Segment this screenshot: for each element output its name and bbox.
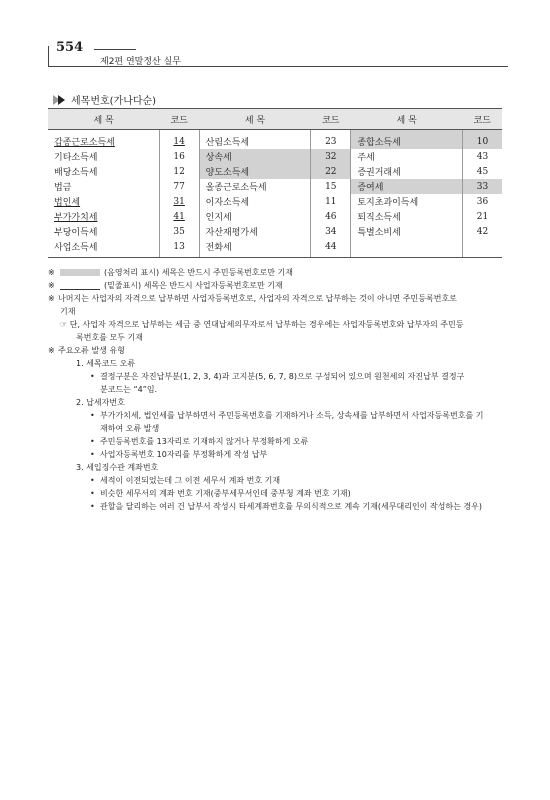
note-pointer-cont: 록번호를 모두 기재 (76, 333, 143, 342)
page-header (48, 40, 508, 68)
tax-code-table (48, 108, 502, 258)
tax-code-cell: 23 (311, 130, 351, 150)
list-item: • 부가가치세, 법인세를 납부하면서 주민등록번호를 기재하거나 소득, 상속세를 납부하면서 사업자등록번호를 기 (48, 409, 508, 422)
tax-name-cell (48, 194, 159, 209)
tax-name-cell (199, 194, 311, 209)
tax-name: 토지초과이득세 (357, 198, 419, 208)
tax-code-cell: 11 (311, 194, 351, 209)
error-heading-3: 3. 세입징수관 계좌번호 (76, 463, 159, 472)
tax-name: 특별소비세 (357, 228, 401, 238)
asterisk-mark: ※ (48, 346, 55, 355)
tax-code-cell: 77 (159, 179, 199, 194)
tax-name: 주세 (357, 153, 375, 163)
tax-name-cell (48, 149, 159, 164)
tax-name-cell (351, 194, 463, 209)
asterisk-mark: ※ (48, 294, 55, 303)
tax-name-cell (48, 130, 159, 150)
section-heading (53, 92, 156, 107)
tax-code-cell: 16 (159, 149, 199, 164)
tax-name: 양도소득세 (205, 168, 250, 178)
tax-name-cell (351, 179, 463, 194)
tax-code-cell: 14 (159, 130, 199, 150)
tax-code-cell: 36 (462, 194, 502, 209)
list-item-cont: 분코드는 “4”임. (100, 385, 158, 394)
tax-code-cell: 32 (311, 149, 351, 164)
tax-name: 전화세 (205, 243, 232, 253)
shade-swatch (60, 269, 100, 276)
tax-name-cell (48, 209, 159, 224)
tax-name: 이자소득세 (205, 198, 250, 208)
header-rule-vertical (48, 46, 49, 66)
tax-code-cell: 12 (159, 164, 199, 179)
tax-name-cell (199, 149, 311, 164)
error-heading-1: 1. 세목코드 오류 (76, 359, 136, 368)
tax-name: 인지세 (205, 213, 232, 223)
section-title: 세목번호(가나다순) (71, 96, 157, 107)
tax-name-cell (199, 164, 311, 179)
note-errors: ※ 주요오류 발생 유형 (48, 346, 125, 355)
tax-name-cell (48, 179, 159, 194)
col-header: 세 목 (48, 109, 159, 130)
tax-name-cell (199, 130, 311, 150)
tax-name-cell (199, 239, 311, 258)
col-header: 코드 (311, 109, 351, 130)
tax-name: 종합소득세 (357, 138, 401, 148)
col-header: 코드 (159, 109, 199, 130)
tax-code-cell: 21 (462, 209, 502, 224)
tax-code-cell: 10 (462, 130, 502, 150)
list-item-cont: 재하여 오류 발생 (100, 424, 160, 433)
list-item: • 사업자등록번호 10자리를 부정확하게 작성 납부 (48, 448, 508, 461)
tax-name-cell (199, 179, 311, 194)
tax-code-cell: 13 (159, 239, 199, 258)
tax-name: 부당이득세 (54, 228, 98, 238)
tax-code-cell: 43 (462, 149, 502, 164)
tax-name-cell (351, 209, 463, 224)
tax-code-cell: 35 (159, 224, 199, 239)
list-item: • 비슷한 세무서의 계좌 번호 기재(중부세무서인데 중부청 계좌 번호 기재) (48, 487, 508, 500)
note-shaded: ※ (음영처리 표시) 세목은 반드시 주민등록번호로만 기재 (48, 268, 293, 277)
tax-name: 자산재평가세 (205, 228, 258, 238)
chapter-title: 제2편 연말정산 실무 (100, 57, 182, 67)
list-item: • 관할을 달리하는 여러 건 납부서 작성시 타세계좌번호를 무의식적으로 계속 기재(세무대리인이 작성하는 경우) (48, 500, 508, 513)
table-row (48, 179, 502, 194)
tax-code-cell: 34 (311, 224, 351, 239)
tax-name: 상속세 (205, 153, 232, 163)
table-row (48, 209, 502, 224)
tax-code-cell (462, 239, 502, 258)
table-row (48, 194, 502, 209)
tax-code-cell: 45 (462, 164, 502, 179)
tax-name: 사업소득세 (54, 243, 98, 253)
error-heading-2: 2. 납세자번호 (76, 398, 125, 407)
tax-code-cell: 33 (462, 179, 502, 194)
tax-name: 기타소득세 (54, 153, 98, 163)
col-header: 코드 (462, 109, 502, 130)
tax-name: 증여세 (357, 183, 384, 193)
tax-name-cell (199, 209, 311, 224)
underline-swatch (60, 282, 100, 290)
note-rest-cont: 기재 (60, 307, 76, 316)
tax-code-cell: 46 (311, 209, 351, 224)
tax-name-cell (351, 164, 463, 179)
table-header-row (48, 109, 502, 130)
note-pointer: ☞ 단, 사업자 자격으로 납부하는 세금 중 연대납세의무자로서 납부하는 경우에는 사업자등록번호와 납부자의 주민등 (60, 320, 464, 329)
double-arrow-icon (53, 95, 67, 105)
list-item: • 세적이 이전되었는데 그 이전 세무서 계좌 번호 기재 (48, 474, 508, 487)
tax-name: 퇴직소득세 (357, 213, 401, 223)
asterisk-mark: ※ (48, 281, 55, 290)
tax-name: 갑종근로소득세 (54, 138, 115, 148)
tax-code-cell: 44 (311, 239, 351, 258)
col-header: 세 목 (351, 109, 463, 130)
table-row (48, 130, 502, 150)
tax-code-cell: 31 (159, 194, 199, 209)
table-row (48, 224, 502, 239)
note-rest: ※ 나머지는 사업자의 자격으로 납부하면 사업자등록번호로, 사업자의 자격으로 납부하는 것이 아니면 주민등록번호로 (48, 294, 457, 303)
tax-name-cell (351, 130, 463, 150)
tax-name-cell (199, 224, 311, 239)
tax-name-cell (48, 239, 159, 258)
tax-code-cell: 15 (311, 179, 351, 194)
table-row (48, 149, 502, 164)
tax-code-cell: 41 (159, 209, 199, 224)
tax-name: 올종근로소득세 (205, 183, 267, 193)
tax-name-cell (351, 224, 463, 239)
list-item: • 주민등록번호를 13자리로 기재하지 않거나 부정확하게 오류 (48, 435, 508, 448)
col-header: 세 목 (199, 109, 311, 130)
table-row (48, 164, 502, 179)
tax-name: 산림소득세 (205, 138, 250, 148)
tax-name-cell (48, 224, 159, 239)
notes-section (48, 266, 508, 513)
tax-name: 배당소득세 (54, 168, 98, 178)
tax-name-cell (351, 239, 463, 258)
tax-name: 부가가치세 (54, 213, 98, 223)
tax-name: 증권거래세 (357, 168, 401, 178)
tax-code-cell: 42 (462, 224, 502, 239)
page-number: 554 (56, 40, 84, 55)
tax-name-cell (48, 164, 159, 179)
header-rule-top (94, 49, 136, 50)
tax-name: 법금 (54, 183, 72, 193)
note-underline: ※ (밑줄표시) 세목은 반드시 사업자등록번호로만 기재 (48, 281, 283, 290)
tax-code-cell: 22 (311, 164, 351, 179)
table-row (48, 239, 502, 258)
list-item: • 결정구분은 자진납부분(1, 2, 3, 4)과 고지분(5, 6, 7, 8)으로 구성되어 있으며 원천세의 자진납부 결정구 (48, 370, 508, 383)
tax-name-cell (351, 149, 463, 164)
asterisk-mark: ※ (48, 268, 55, 277)
tax-name: 법인세 (54, 198, 81, 208)
